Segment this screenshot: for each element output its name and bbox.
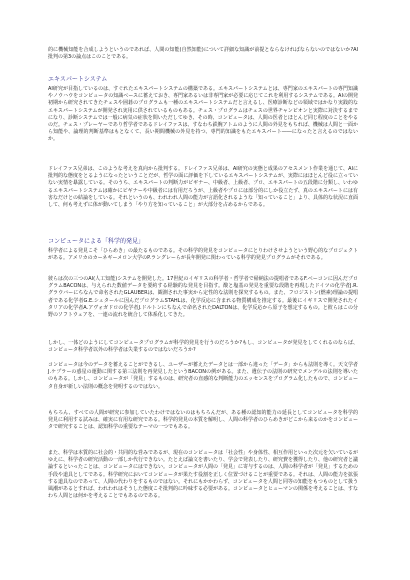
discovery-paragraph-1: 科学者による発見こそ「ひらめき」の最たるものである。その科学的発見をコンピュータにとりわけさせようという野心的なプロジェクトがある。アメリカのカーネギーメロン大学のP.ラングレーらが長年開発に関わっている科学的発見プログラムがそれである。 — [48, 248, 358, 262]
expert-systems-paragraph-1: AI研究が目指しているのは、すぐれたエキスパートシステムの構築である。エキスパートシステムとは、専門家のエキスパートの専門知識やノウハウをコンピュータの知識ベースに蓄えておき、専門家あるいは非専門家が必要に応じてこれを利用するシステムである。AIの開発初期から研究されてきたチェスや囲碁のプログラムも一種のエキスパートシステムだと言えるし、医療診断などの領域ではかなり実践的なエキスパートシステムが開発され実用に供されているものもある。チェス・プログラムはチェスの世界チャンピオンと実際に対決するまでになり、診断システムでは一般に病気の症状を問いただしてゆき、その時、コンピュータは、人間の医者とほとんど同じ程度のことをやるのだ。チェス・プレーヤーであり哲学者であるドレイファスは、すなわち鉄腕アトムのように人間の外見をもちれば、機械は人間と一面から知能や、論理的判断基準はもとなくて、長い期間機械の外見を持つ、専門的知識をもたエキスパート――になったと言えるのではないか。 — [48, 86, 358, 143]
discovery-paragraph-4: コンピュータは今のデータを蓄えることができるし、ユーザーが蓄えたデータとは一部から違った「データ」からも法則を導く。天文学者J.ケプラーの惑星の運動に関する第三法則を再発見したというBACONの例がある。また、遺伝子の法則の研究でメンデルの法則を導いたのもある。しかし、コンピュータが「発見」するものは、研究者の直感的な判断能力のエッセンスをプログラム化したもので、コンピュータ自身が新しい法則の概念を発明するのではない。 — [48, 362, 358, 390]
intro-paragraph: 的に機械知能を合成しようというのであれば、人間の知能(自然知能)について詳細な知識が前提とならなければならないのではないか?AI批判の第3の論点はこのことである。 — [48, 47, 358, 61]
section-heading-expert-systems: エキスパートシステム — [48, 76, 108, 83]
expert-systems-paragraph-2: ドレイファス兄弟は、このような考えを真向から批判する。ドレイファス兄弟は、AI研究の実態と成果のアセスメント作業を通じて、AIに批判的な態度をとるようになったということだが、哲学の面に評価を下しているエキスパートシステムが、実際にはほとんど役に立っていない実情を暴露している。そのうち、エキスパートの判断力がビギナー、中級者、上級者、プロ、エキスパートの五段階に分類し、いわゆるエキスパートシステムは確かにビギナーや中級者には有用だろうが、上級者やプロには部分的にしか役立たず、真のエキスパートには有害なだけとの結論をしている。それというのも、われわれ人間の能力が言語化されるような「知っていること」より、具体的な状況に直面して、何も考えずに体が動いてしまう「やり方を知っていること」が大部分を占めるからである。 — [48, 166, 359, 209]
discovery-paragraph-3: しかし、一体どのようにしてコンピュータプログラムが科学的発見を行うのだろうか?もし、コンピュータが発見をしてくれるのならば、コンピュータ科学者以外の科学者は失業するのではないだろうか? — [48, 340, 358, 354]
section-heading-scientific-discovery: コンピュータによる「科学的発見」 — [48, 238, 145, 245]
discovery-paragraph-5: もちろん、すべての人間が研究に参加していたわけではないのはもちろんだが、ある種の認知的能力の延長としてコンピュータを科学的発見に利用する試みは、確実に有用な研究である。科学的発見の本質を解明し、人間の科学者のひらめきがどこから来るのかをコンピュータで研究することは、認知科学の重要なテーマの一つでもある。 — [48, 410, 359, 431]
discovery-paragraph-2: 彼らは次の三つのAI(人工知能)システムを開発した。17世紀のイギリスの科学者・哲学者で帰納法の提唱者であるF.ベーコンに因んだプログラムBACONは、与えられた数値データを要約する経験的な発見を目指す。酸と塩基の発見を重要な段階を再現したドイツの化学者J.R.グラウバーにちなんで命名されたGLAUBERは、観測された事実から定性的な法則を探究するもの。また、フロジストン(燃素)理論の提唱者である化学者G.E.シュタールに因んだプログラムSTAHLは、化学反応に含まれる物質構成を推定する。最後にイギリスで開発されたイタリアの化学者A.アヴォガドロの化学者J.ドルトンにちなんで命名されたDALTONは、化学反応から原子を想定するもの。と彼らはこの分野のソフトウェアを、一連の流れを統合して体系化してきた。 — [48, 276, 358, 319]
closing-paragraph: また、科学は本質的に社会的・共同的な営みであるが、現在のコンピュータは「社会性」や身体性、相互作用といった次元を欠いているがゆえに、科学者の研究活動の一部しか代行できない。たとえば論文を書いたり、学会で発表したり、研究費を獲得したり、他の研究者と議論するといったことは、コンピュータにはできない。コンピュータが人間の「発見」に寄与するのは、人間の科学者が「発見」するための手段や道具としてである。科学研究においてコンピュータが果たす役割を正しく位置づけることが重要である。それは、人間の能力を拡張する道具なのであって、人間の代わりをするものではない。それにもかかわらず、コンピュータを人間と同等の知能をもつものとして扱う風潮があるとすれば、われわれはそうした態度こそ批判的に吟味する必要がある。コンピュータとヒューマンの関係を考えることは、すなわち人間とは何かを考えることでもあるのである。 — [48, 450, 359, 500]
